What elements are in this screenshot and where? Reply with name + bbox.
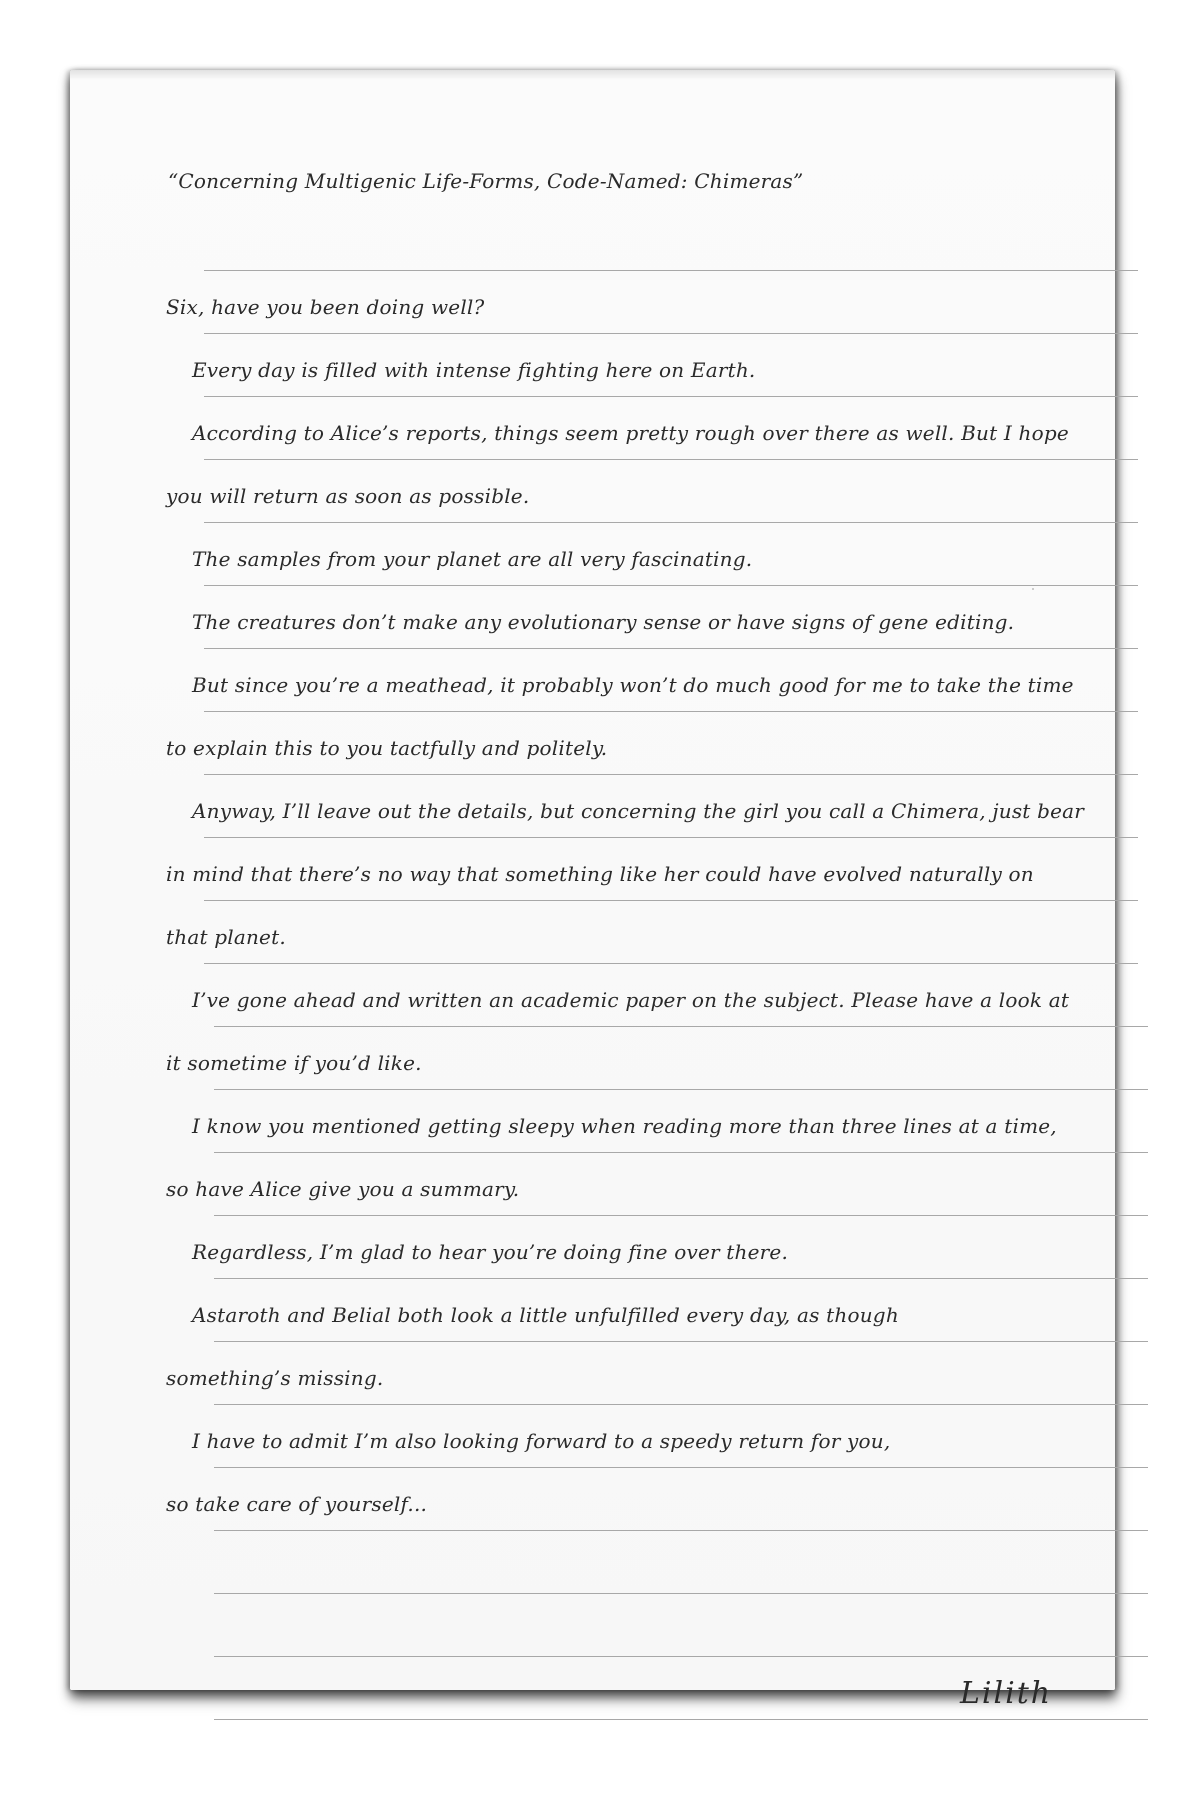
letter-line: in mind that there’s no way that something like her could have evolved naturally on: [166, 862, 1034, 886]
ruled-line: [214, 1530, 1148, 1531]
letter-line: The samples from your planet are all very fascinating.: [192, 547, 753, 571]
ruled-line: [214, 1026, 1148, 1027]
letter-line: But since you’re a meathead, it probably won’t do much good for me to take the time: [192, 673, 1074, 697]
ruled-line: [204, 396, 1138, 397]
ruled-line: [204, 711, 1138, 712]
ruled-line: [204, 774, 1138, 775]
letter-paper: [70, 70, 1115, 1711]
ruled-line: [204, 459, 1138, 460]
letter-line: you will return as soon as possible.: [166, 484, 530, 508]
ruled-line: [214, 1215, 1148, 1216]
letter-line: I’ve gone ahead and written an academic paper on the subject. Please have a look at: [192, 988, 1070, 1012]
letter-line: Six, have you been doing well?: [166, 295, 485, 319]
ruled-line: [204, 585, 1138, 586]
ruled-line: [204, 963, 1138, 964]
letter-line: so take care of yourself...: [166, 1492, 428, 1516]
ruled-line: [214, 1341, 1148, 1342]
letter-line: I have to admit I’m also looking forward to a speedy return for you,: [192, 1429, 891, 1453]
ruled-line: [214, 1467, 1148, 1468]
ruled-line: [204, 270, 1138, 271]
ruled-line: [204, 522, 1138, 523]
ruled-line: [214, 1656, 1148, 1657]
letter-line: that planet.: [166, 925, 286, 949]
letter-line: The creatures don’t make any evolutionary sense or have signs of gene editing.: [192, 610, 1015, 634]
ruled-line: [214, 1404, 1148, 1405]
ruled-line: [214, 1278, 1148, 1279]
ruled-line: [214, 1593, 1148, 1594]
letter-line: Regardless, I’m glad to hear you’re doing fine over there.: [192, 1240, 789, 1264]
letter-line: Anyway, I’ll leave out the details, but concerning the girl you call a Chimera, just bear: [192, 799, 1084, 823]
ruled-line: [214, 1719, 1148, 1720]
paper-speck: [1032, 588, 1034, 590]
ruled-line: [214, 1089, 1148, 1090]
letter-title: “Concerning Multigenic Life-Forms, Code-Named: Chimeras”: [168, 169, 804, 193]
ruled-line: [204, 900, 1138, 901]
letter-line: According to Alice’s reports, things seem pretty rough over there as well. But I hope: [192, 421, 1069, 445]
letter-line: so have Alice give you a summary.: [166, 1177, 520, 1201]
letter-line: I know you mentioned getting sleepy when reading more than three lines at a time,: [192, 1114, 1057, 1138]
ruled-line: [204, 648, 1138, 649]
letter-line: something’s missing.: [166, 1366, 384, 1390]
ruled-line: [204, 837, 1138, 838]
signature: Lilith: [960, 1676, 1053, 1711]
letter-line: it sometime if you’d like.: [166, 1051, 422, 1075]
letter-line: to explain this to you tactfully and politely.: [166, 736, 608, 760]
letter-line: Every day is filled with intense fighting here on Earth.: [192, 358, 756, 382]
ruled-line: [214, 1152, 1148, 1153]
letter-line: Astaroth and Belial both look a little unfulfilled every day, as though: [192, 1303, 899, 1327]
ruled-line: [204, 333, 1138, 334]
